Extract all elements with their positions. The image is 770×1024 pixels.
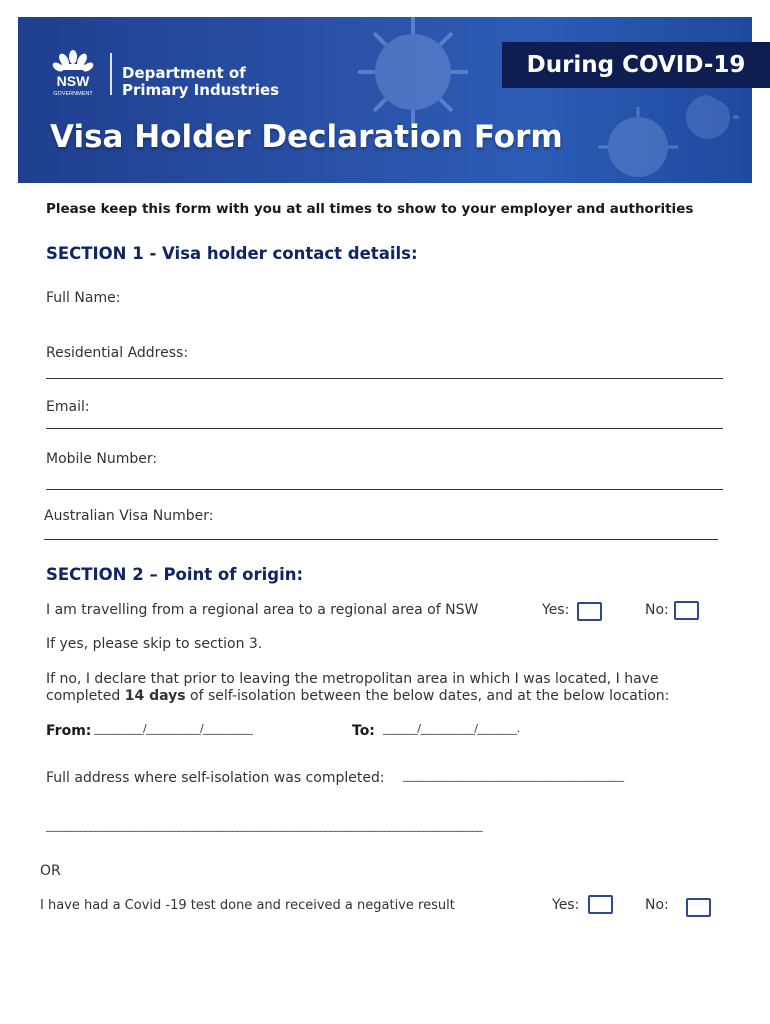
skip-note: If yes, please skip to section 3. [46, 636, 263, 652]
covid-badge: During COVID-19 [502, 42, 770, 88]
declaration-days: 14 days [124, 688, 186, 704]
logo-text: NSW [56, 73, 90, 89]
visa-number-label: Australian Visa Number: [44, 508, 214, 524]
instruction-note: Please keep this form with you at all times to show to your employer and authorities [46, 201, 694, 217]
visa-number-line[interactable] [44, 539, 718, 540]
isolation-address-label: Full address where self-isolation was completed: [46, 770, 385, 786]
department-line-1: Department of [122, 64, 246, 82]
travel-question: I am travelling from a regional area to a regional area of NSW [46, 602, 479, 618]
virus-illustration-2-icon [578, 87, 748, 183]
travel-yes-label: Yes: [542, 602, 570, 618]
covid-test-statement: I have had a Covid -19 test done and received a negative result [40, 898, 455, 913]
email-line[interactable] [46, 428, 723, 429]
mobile-number-label: Mobile Number: [46, 451, 158, 467]
declaration-post: of self-isolation between the below dates, and at the below location: [185, 688, 670, 704]
logo-divider [110, 53, 112, 95]
section-2-heading: SECTION 2 – Point of origin: [46, 565, 304, 584]
logo-subtext: GOVERNMENT [53, 91, 93, 97]
or-label: OR [40, 863, 61, 879]
travel-no-label: No: [645, 602, 669, 618]
residential-address-line[interactable] [46, 378, 723, 379]
department-line-2: Primary Industries [122, 81, 280, 99]
full-name-label: Full Name: [46, 290, 121, 306]
isolation-address-field-2[interactable]: _________________________________________________________________________________________ [46, 819, 483, 832]
department-name [122, 65, 279, 99]
from-label: From: [46, 723, 92, 739]
from-date-field[interactable]: __________/___________/__________ [94, 722, 253, 735]
email-label: Email: [46, 399, 90, 415]
mobile-number-line[interactable] [46, 489, 723, 490]
isolation-address-field[interactable]: _____________________________________________ [403, 769, 624, 782]
section-1-heading: SECTION 1 - Visa holder contact details: [46, 244, 418, 263]
covid-test-no-checkbox[interactable] [686, 898, 711, 917]
residential-address-label: Residential Address: [46, 345, 189, 361]
travel-yes-checkbox[interactable] [577, 602, 602, 621]
travel-no-checkbox[interactable] [674, 601, 699, 620]
covid-test-yes-label: Yes: [552, 897, 580, 913]
to-label: To: [352, 723, 375, 739]
nsw-waratah-logo-icon [48, 47, 98, 99]
covid-test-no-label: No: [645, 897, 669, 913]
form-title: Visa Holder Declaration Form [50, 119, 563, 155]
declaration-line-2 [46, 688, 669, 704]
declaration-pre: completed [46, 688, 125, 704]
covid-test-yes-checkbox[interactable] [588, 895, 613, 914]
to-date-field[interactable]: _______/___________/________. [383, 722, 520, 735]
declaration-line-1: If no, I declare that prior to leaving the metropolitan area in which I was located, I have [46, 671, 659, 687]
